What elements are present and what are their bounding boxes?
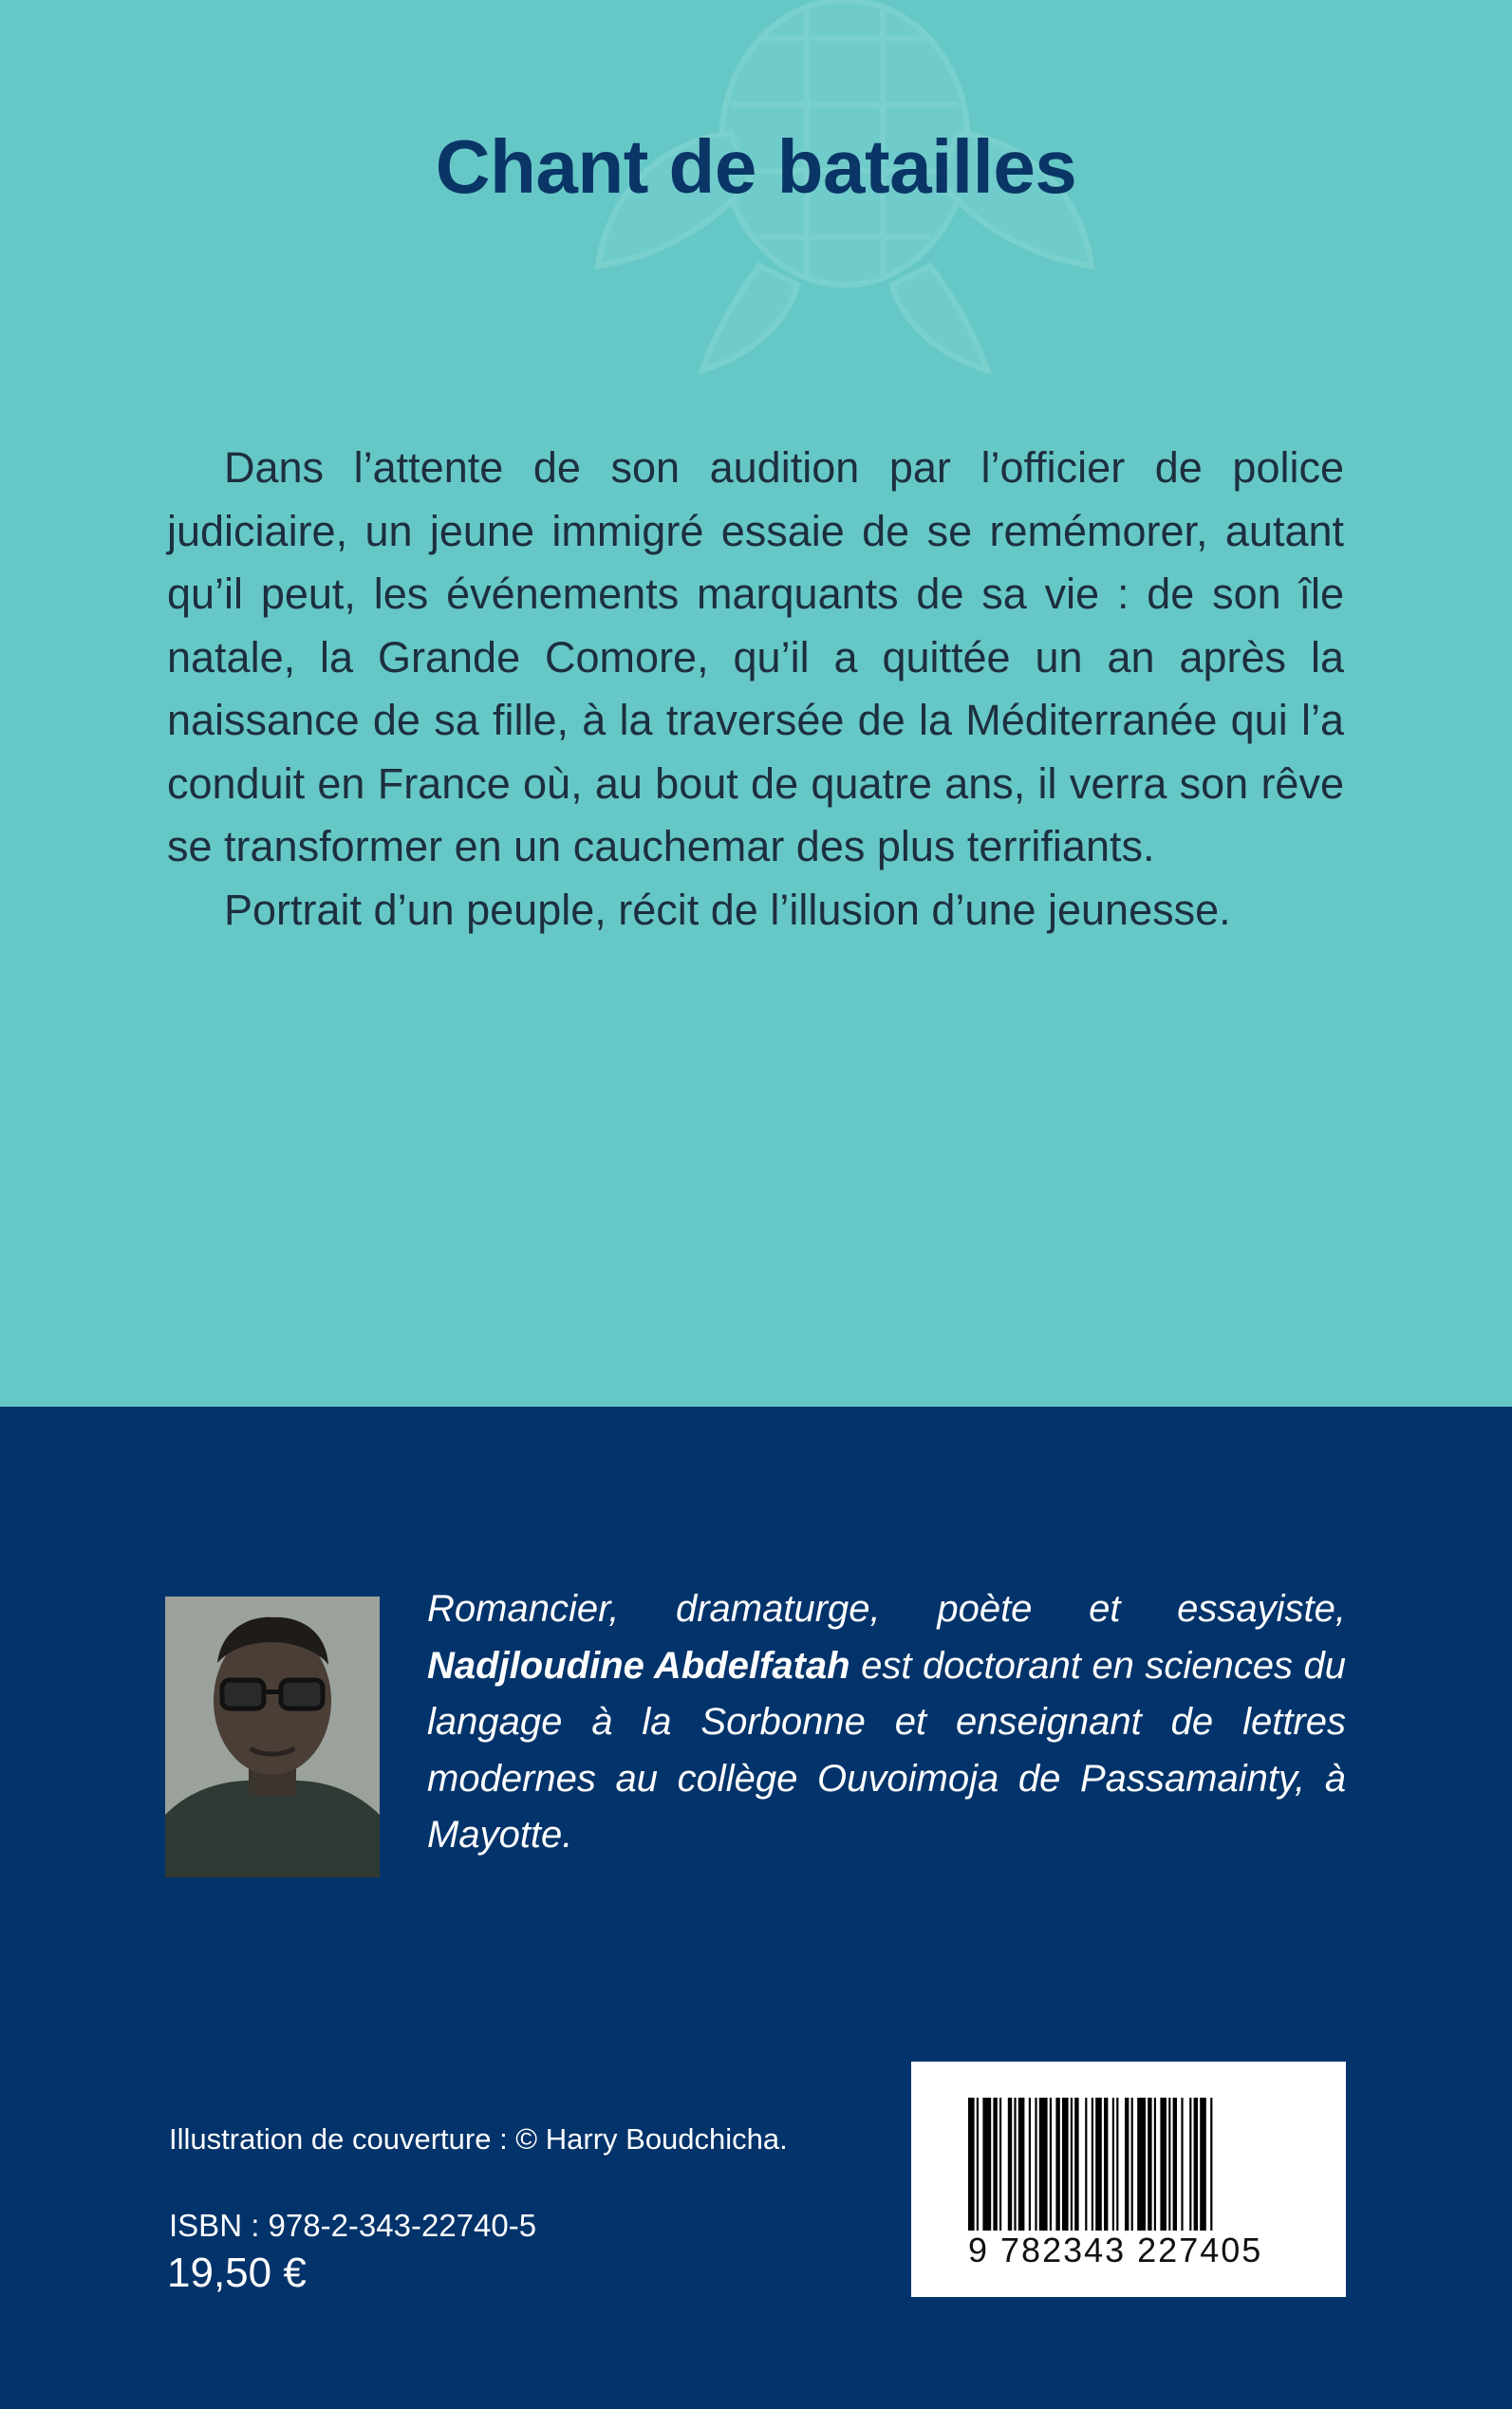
book-title: Chant de batailles <box>435 124 1077 209</box>
blurb-paragraph: Dans l’attente de son audition par l’officier de police judiciaire, un jeune immigré essaie de se remémorer, autant qu’il peut, les événements marquants de sa vie : de son île natale, la Grande Comore, qu’il a quittée un an après la naissance de sa fille, à la traversée de la Méditerranée qui l’a conduit en France où, au bout de quatre ans, il verra son rêve se transformer en un cauchemar des plus terrifiants. <box>167 443 1344 870</box>
book-blurb <box>167 437 1344 942</box>
barcode-bar <box>993 2098 997 2231</box>
barcode-bar <box>1210 2098 1212 2231</box>
barcode-bar <box>1018 2098 1025 2231</box>
barcode <box>911 2062 1346 2297</box>
illustration-credit: Illustration de couverture : © Harry Boudchicha. <box>169 2122 788 2156</box>
bio-intro: Romancier, dramaturge, poète et essayiste, <box>427 1588 1346 1630</box>
barcode-bar <box>999 2098 1001 2231</box>
barcode-bar <box>982 2098 991 2231</box>
barcode-bar <box>1085 2098 1087 2231</box>
blurb-paragraph: Portrait d’un peuple, récit de l’illusion d’une jeunesse. <box>224 885 1231 934</box>
barcode-bar <box>1131 2098 1133 2231</box>
price: 19,50 € <box>167 2250 307 2296</box>
barcode-bar <box>1181 2098 1183 2231</box>
barcode-bar <box>1200 2098 1206 2231</box>
barcode-number: 9 782343 227405 <box>968 2231 1263 2269</box>
barcode-bar <box>1137 2098 1146 2231</box>
barcode-bar <box>1039 2098 1048 2231</box>
barcode-bar <box>1092 2098 1093 2231</box>
barcode-bar <box>1035 2098 1036 2231</box>
author-bio <box>427 1581 1346 1864</box>
barcode-bar <box>1194 2098 1198 2231</box>
barcode-bar <box>1154 2098 1156 2231</box>
barcode-bar <box>1104 2098 1108 2231</box>
barcode-bar <box>968 2098 975 2231</box>
barcode-bar <box>1168 2098 1170 2231</box>
barcode-bar <box>1062 2098 1069 2231</box>
barcode-bar <box>1071 2098 1073 2231</box>
barcode-bar <box>1014 2098 1016 2231</box>
barcode-bar <box>1112 2098 1114 2231</box>
barcode-bar <box>1148 2098 1151 2231</box>
barcode-bar <box>1050 2098 1052 2231</box>
barcode-bar <box>1189 2098 1191 2231</box>
author-name: Nadjloudine Abdelfatah <box>427 1644 850 1687</box>
isbn: ISBN : 978-2-343-22740-5 <box>169 2208 537 2243</box>
barcode-bar <box>1116 2098 1118 2231</box>
barcode-bar <box>1074 2098 1078 2231</box>
barcode-bars <box>968 2098 1291 2240</box>
barcode-bar <box>1008 2098 1012 2231</box>
barcode-bar <box>1029 2098 1031 2231</box>
barcode-bar <box>977 2098 979 2231</box>
barcode-bar <box>1173 2098 1177 2231</box>
barcode-bar <box>1055 2098 1059 2231</box>
barcode-bar <box>1160 2098 1167 2231</box>
author-photo <box>165 1597 380 1877</box>
bio-rest: est doctorant en sciences du langage à la Sorbonne et enseignant de lettres modernes au collège Ouvoimoja de Passamainty, à Mayotte. <box>427 1644 1346 1856</box>
barcode-bar <box>1095 2098 1102 2231</box>
barcode-bar <box>1125 2098 1129 2231</box>
